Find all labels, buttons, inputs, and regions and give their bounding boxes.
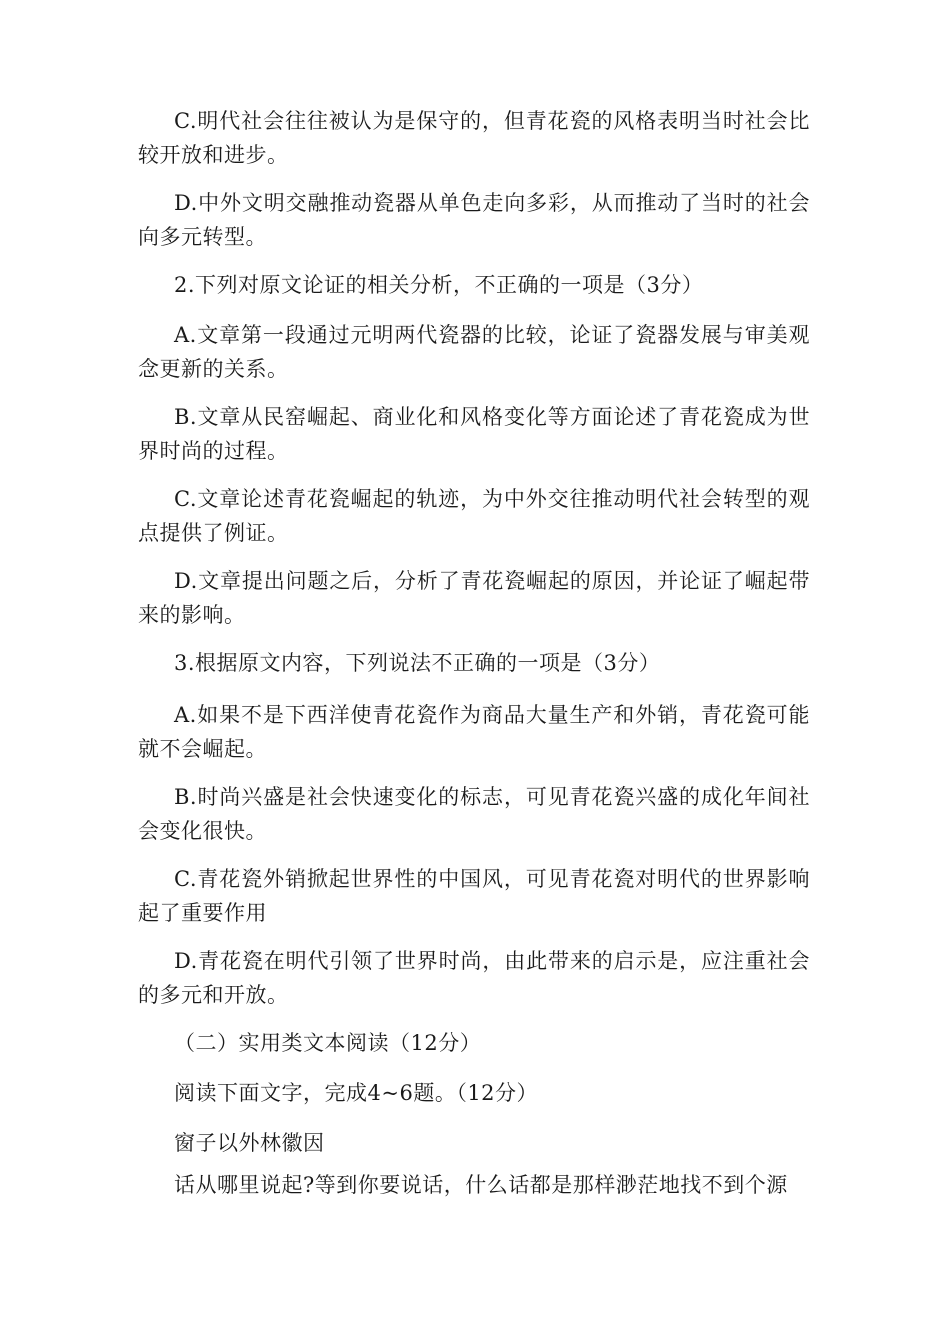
option-c-q3: C.青花瓷外销掀起世界性的中国风，可见青花瓷对明代的世界影响起了重要作用: [138, 867, 810, 925]
option-c-q2: C.文章论述青花瓷崛起的轨迹，为中外交往推动明代社会转型的观点提供了例证。: [138, 487, 810, 545]
option-d-q2: D.文章提出问题之后，分析了青花瓷崛起的原因，并论证了崛起带来的影响。: [138, 569, 810, 627]
option-d-q1: D.中外文明交融推动瓷器从单色走向多彩，从而推动了当时的社会向多元转型。: [138, 191, 810, 249]
option-b-q2: B.文章从民窑崛起、商业化和风格变化等方面论述了青花瓷成为世界时尚的过程。: [138, 405, 810, 463]
question-3: 3.根据原文内容，下列说法不正确的一项是（3分）: [174, 651, 661, 675]
section-heading: （二）实用类文本阅读（12分）: [174, 1031, 482, 1055]
article-first-line: 话从哪里说起?等到你要说话，什么话都是那样渺茫地找不到个源: [174, 1173, 788, 1197]
option-c-q1: C.明代社会往往被认为是保守的，但青花瓷的风格表明当时社会比较开放和进步。: [138, 109, 810, 167]
option-a-q2: A.文章第一段通过元明两代瓷器的比较，论证了瓷器发展与审美观念更新的关系。: [138, 323, 810, 381]
option-d-q3: D.青花瓷在明代引领了世界时尚，由此带来的启示是，应注重社会的多元和开放。: [138, 949, 810, 1007]
reading-instruction: 阅读下面文字，完成4~6题。（12分）: [174, 1081, 539, 1105]
option-b-q3: B.时尚兴盛是社会快速变化的标志，可见青花瓷兴盛的成化年间社会变化很快。: [138, 785, 810, 843]
article-title: 窗子以外林徽因: [174, 1131, 325, 1155]
option-a-q3: A.如果不是下西洋使青花瓷作为商品大量生产和外销，青花瓷可能就不会崛起。: [138, 703, 810, 761]
question-2: 2.下列对原文论证的相关分析，不正确的一项是（3分）: [174, 273, 704, 297]
